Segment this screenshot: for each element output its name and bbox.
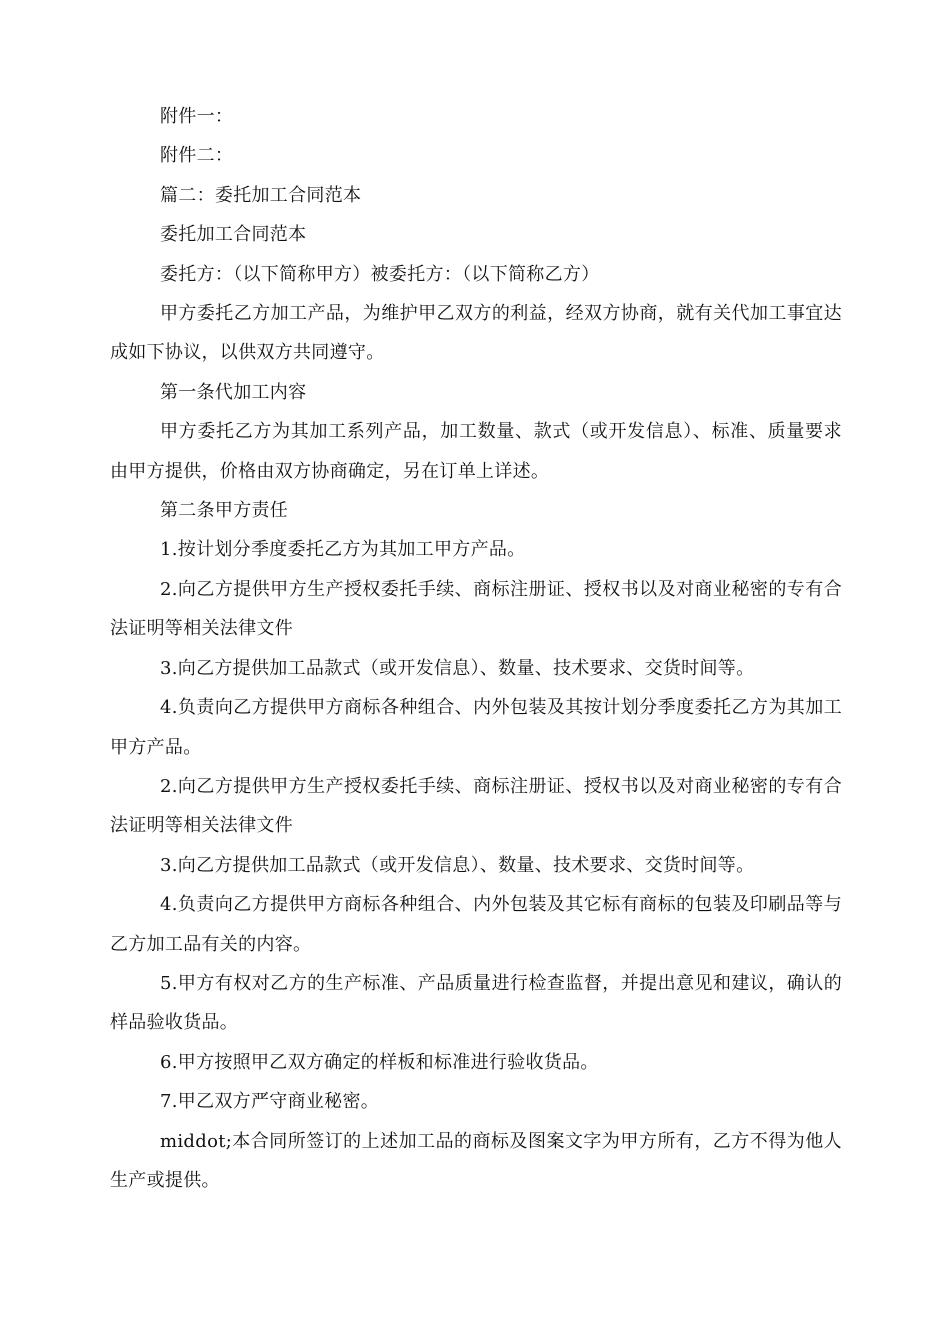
clause-item: 7.甲乙双方严守商业秘密。: [160, 1091, 380, 1113]
section-heading: 篇二：委托加工合同范本: [160, 184, 362, 206]
document-body: [110, 97, 842, 1200]
clause-item: 2.向乙方提供甲方生产授权委托手续、商标注册证、授权书以及对商业秘密的专有合法证明等相关法律文件: [110, 578, 842, 640]
article-2-heading: 第二条甲方责任: [160, 500, 289, 522]
contract-title: 委托加工合同范本: [160, 224, 307, 246]
clause-item: 5.甲方有权对乙方的生产标准、产品质量进行检查监督，并提出意见和建议，确认的样品验收货品。: [110, 972, 842, 1034]
clause-item: 3.向乙方提供加工品款式（或开发信息）、数量、技术要求、交货时间等。: [160, 854, 755, 876]
clause-item: 1.按计划分季度委托乙方为其加工甲方产品。: [160, 539, 526, 561]
clause-item: 4.负责向乙方提供甲方商标各种组合、内外包装及其按计划分季度委托乙方为其加工甲方产品。: [110, 697, 842, 758]
paragraph-attachment-2: 附件二：: [160, 145, 234, 167]
clause-item: 3.向乙方提供加工品款式（或开发信息）、数量、技术要求、交货时间等。: [160, 657, 755, 679]
article-1-heading: 第一条代加工内容: [160, 381, 307, 403]
clause-item: middot;本合同所签订的上述加工品的商标及图案文字为甲方所有，乙方不得为他人生产或提供。: [110, 1130, 842, 1191]
paragraph-intro: 甲方委托乙方加工产品，为维护甲乙双方的利益，经双方协商，就有关代加工事宜达成如下协议，以供双方共同遵守。: [110, 303, 842, 364]
clause-item: 2.向乙方提供甲方生产授权委托手续、商标注册证、授权书以及对商业秘密的专有合法证明等相关法律文件: [110, 775, 842, 837]
paragraph-attachment-1: 附件一：: [160, 106, 234, 127]
parties-line: 委托方：（以下简称甲方）被委托方：（以下简称乙方）: [160, 263, 600, 285]
clause-item: 4.负责向乙方提供甲方商标各种组合、内外包装及其它标有商标的包装及印刷品等与乙方加工品有关的内容。: [110, 894, 842, 955]
article-1-body: 甲方委托乙方为其加工系列产品，加工数量、款式（或开发信息）、标准、质量要求由甲方提供，价格由双方协商确定，另在订单上详述。: [110, 421, 842, 482]
clause-item: 6.甲方按照甲乙双方确定的样板和标准进行验收货品。: [160, 1051, 599, 1073]
